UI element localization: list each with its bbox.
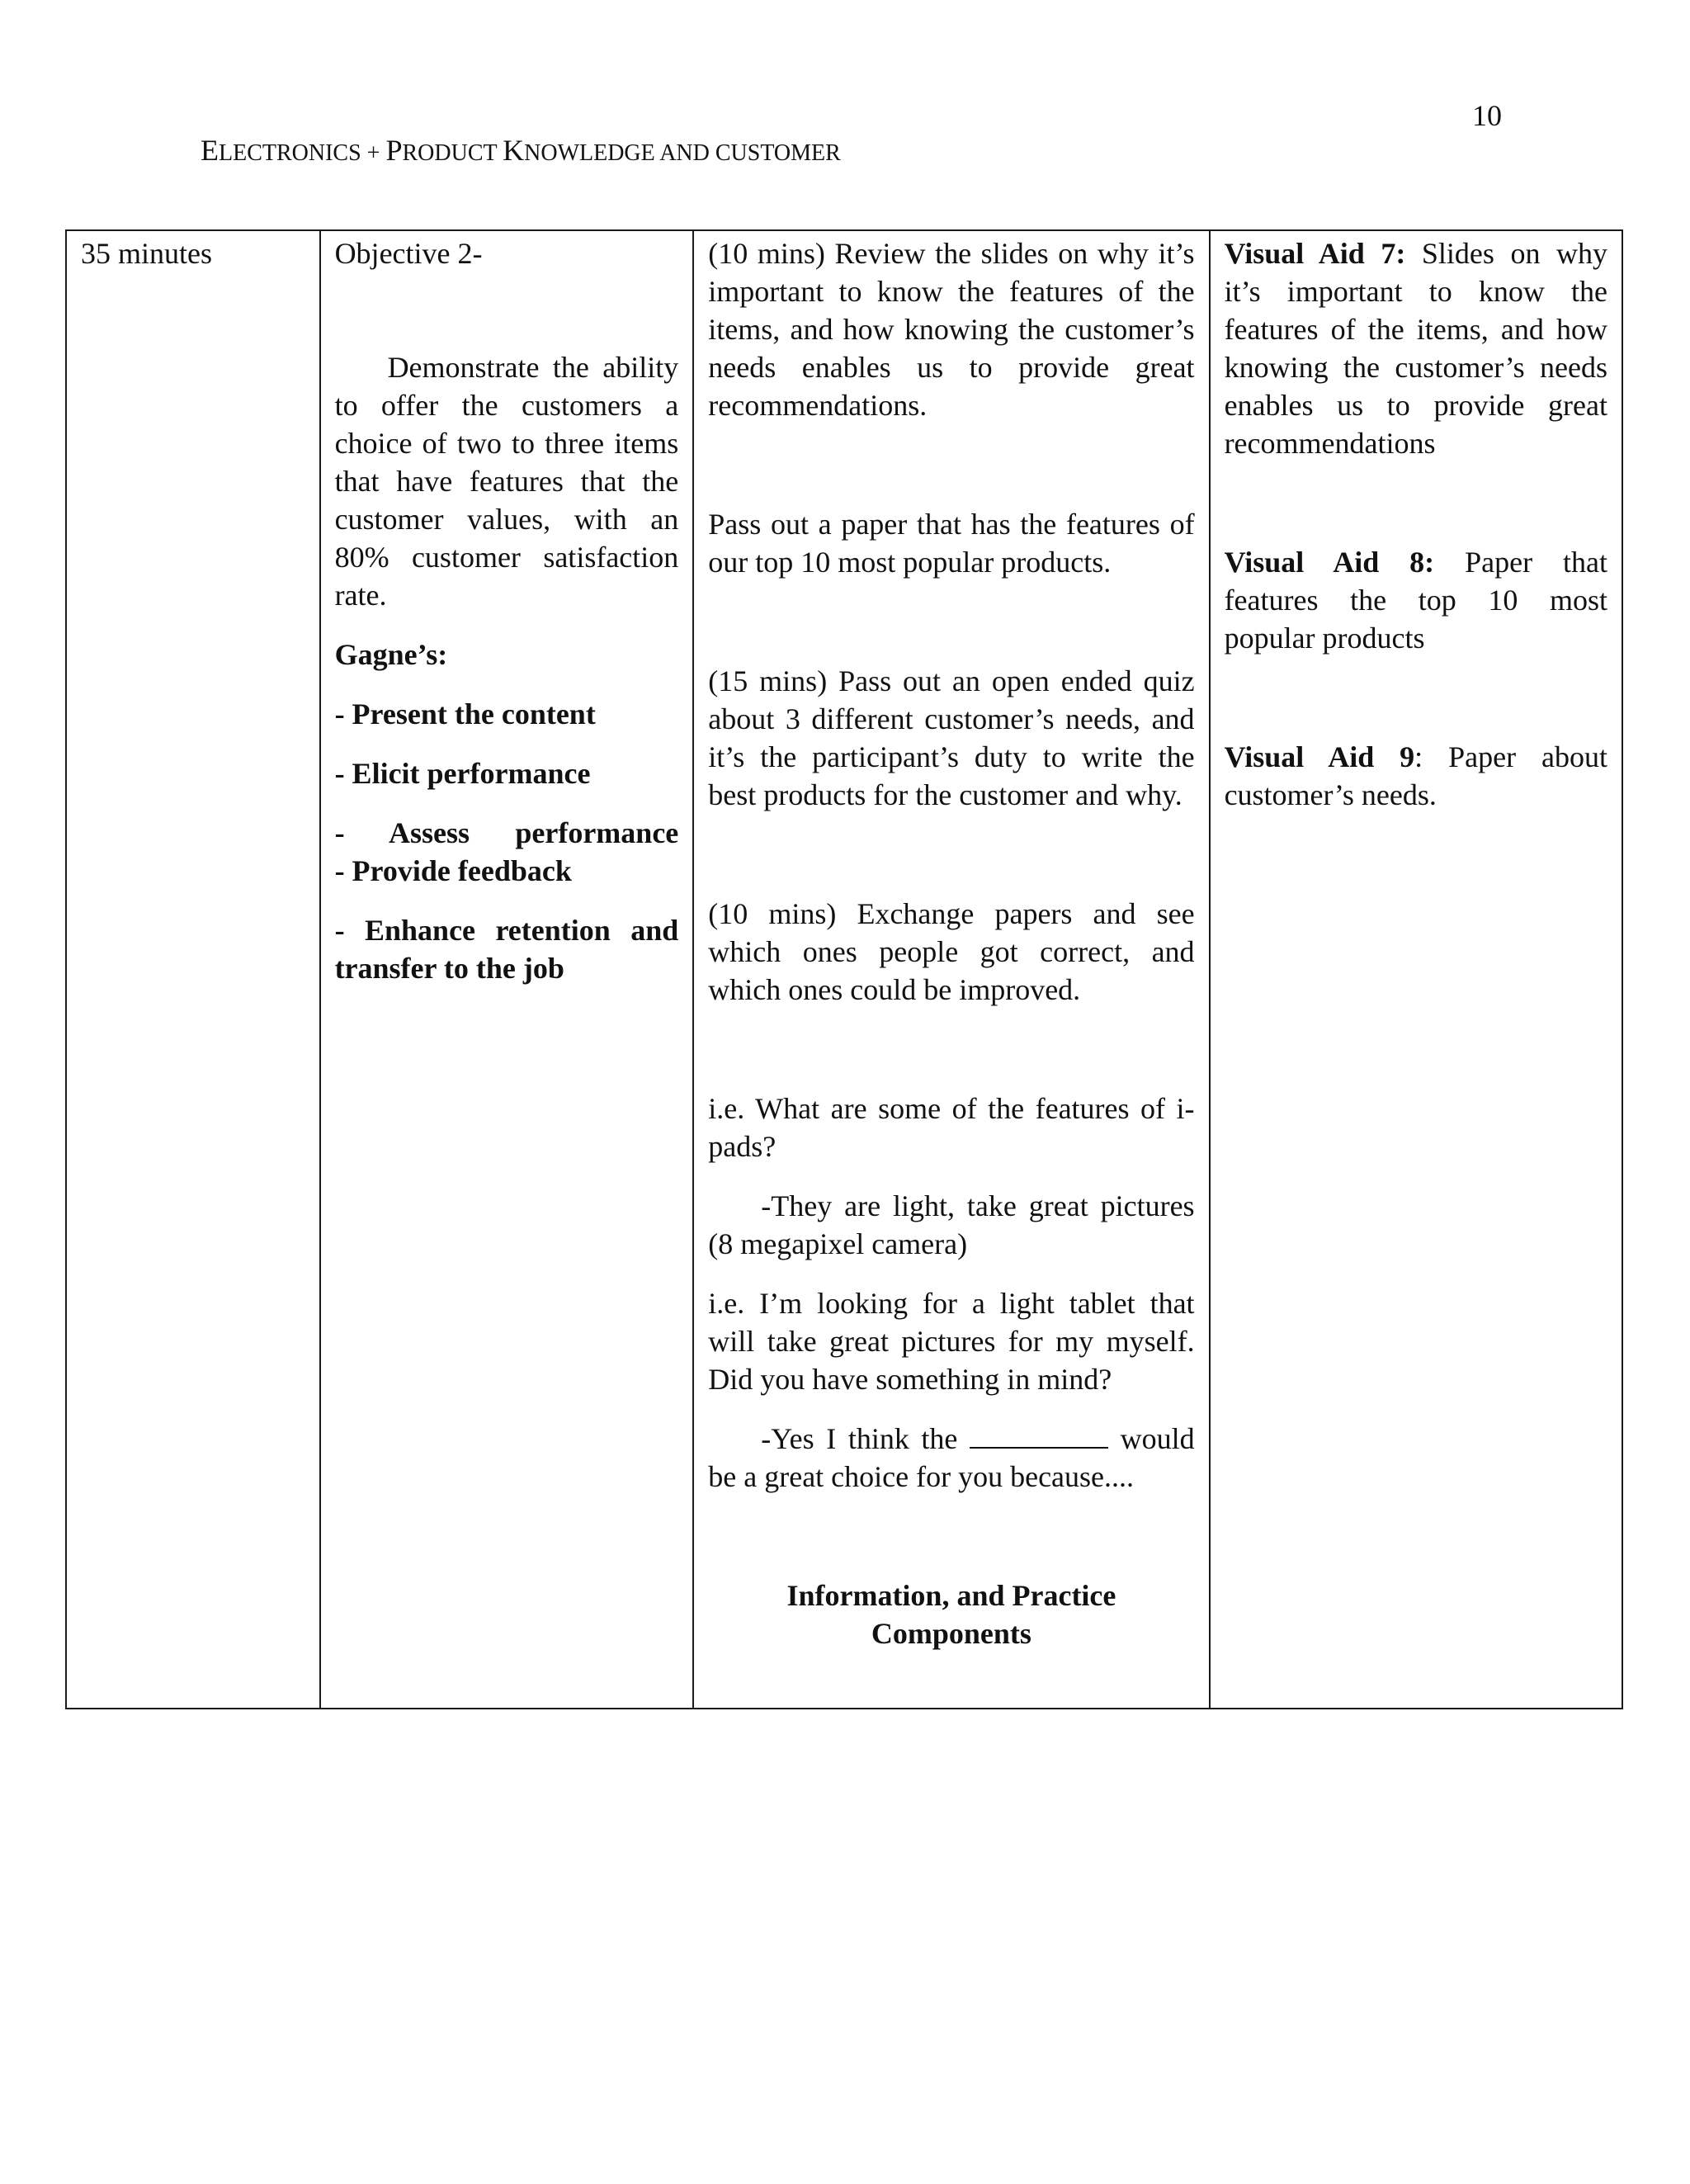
running-head-part-roduct: RODUCT	[402, 140, 503, 166]
gagne-item-present: - Present the content	[334, 697, 596, 730]
example-answer-2	[708, 1420, 1194, 1496]
activity-quiz: (15 mins) Pass out an open ended quiz about 3 different customer’s needs, and it’s the participant’s duty to write the best products for the customer and why.	[708, 664, 1195, 811]
page-number: 10	[1472, 99, 1502, 132]
visual-aid-9-label: Visual Aid 9	[1224, 740, 1415, 773]
running-head-part-lectronics: LECTRONICS +	[219, 140, 386, 166]
lesson-plan-table	[65, 229, 1623, 1709]
gagne-heading: Gagne’s:	[334, 638, 448, 671]
running-head	[201, 132, 841, 172]
example-question-2: i.e. I’m looking for a light tablet that will take great pictures for my myself. Did you have something in mind?	[708, 1287, 1195, 1396]
visual-aid-7-label: Visual Aid 7:	[1224, 237, 1406, 270]
visual-aid-7-text: Slides on why it’s important to know the features of the items, and how knowing the customer’s needs enables us to provide great recommendations	[1224, 237, 1607, 460]
visual-aid-8-label: Visual Aid 8:	[1224, 546, 1435, 579]
activity-pass-out-paper: Pass out a paper that has the features of our top 10 most popular products.	[708, 508, 1195, 579]
running-head-initial-k: K	[503, 134, 525, 167]
time-text: 35 minutes	[81, 237, 212, 270]
example-answer-2-after: would be a great choice for you because....	[708, 1422, 1195, 1493]
running-head-initial-p: P	[385, 134, 403, 167]
information-practice-label: Information, and Practice Components	[786, 1579, 1116, 1650]
gagne-item-assess: - Assess performance	[334, 816, 679, 849]
running-head-initial-e: E	[201, 134, 219, 167]
activity-exchange-papers: (10 mins) Exchange papers and see which ones people got correct, and which ones could be improved.	[708, 897, 1195, 1006]
visual-aid-8	[1225, 543, 1607, 657]
objective-text: Demonstrate the ability to offer the customers a choice of two to three items that have features that the customer values, with an 80% customer satisfaction rate.	[334, 351, 679, 612]
visual-aid-9-text: : Paper about customer’s needs.	[1224, 740, 1607, 811]
gagne-item-enhance: - Enhance retention and transfer to the job	[334, 914, 679, 985]
running-head-part-nowledge: NOWLEDGE AND CUSTOMER	[524, 140, 841, 166]
objective-title: Objective 2-	[334, 237, 483, 270]
example-question-1: i.e. What are some of the features of i-pads?	[708, 1092, 1195, 1163]
time-cell	[66, 230, 320, 1709]
visual-aid-7	[1225, 234, 1607, 462]
example-answer-2-before: -Yes I think the	[761, 1422, 970, 1455]
example-answer-1: -They are light, take great pictures (8 megapixel camera)	[708, 1189, 1195, 1260]
visual-aid-9	[1225, 738, 1607, 814]
materials-cell	[1210, 230, 1622, 1709]
fill-in-blank	[970, 1422, 1108, 1449]
objective-cell	[320, 230, 694, 1709]
table-row	[66, 230, 1622, 1709]
activities-cell	[693, 230, 1209, 1709]
gagne-item-elicit: - Elicit performance	[334, 757, 591, 790]
visual-aid-8-text: Paper that features the top 10 most popular products	[1224, 546, 1607, 655]
gagne-item-feedback: - Provide feedback	[334, 854, 572, 887]
activity-review-slides: (10 mins) Review the slides on why it’s important to know the features of the items, and how knowing the customer’s needs enables us to provide great recommendations.	[708, 237, 1195, 422]
